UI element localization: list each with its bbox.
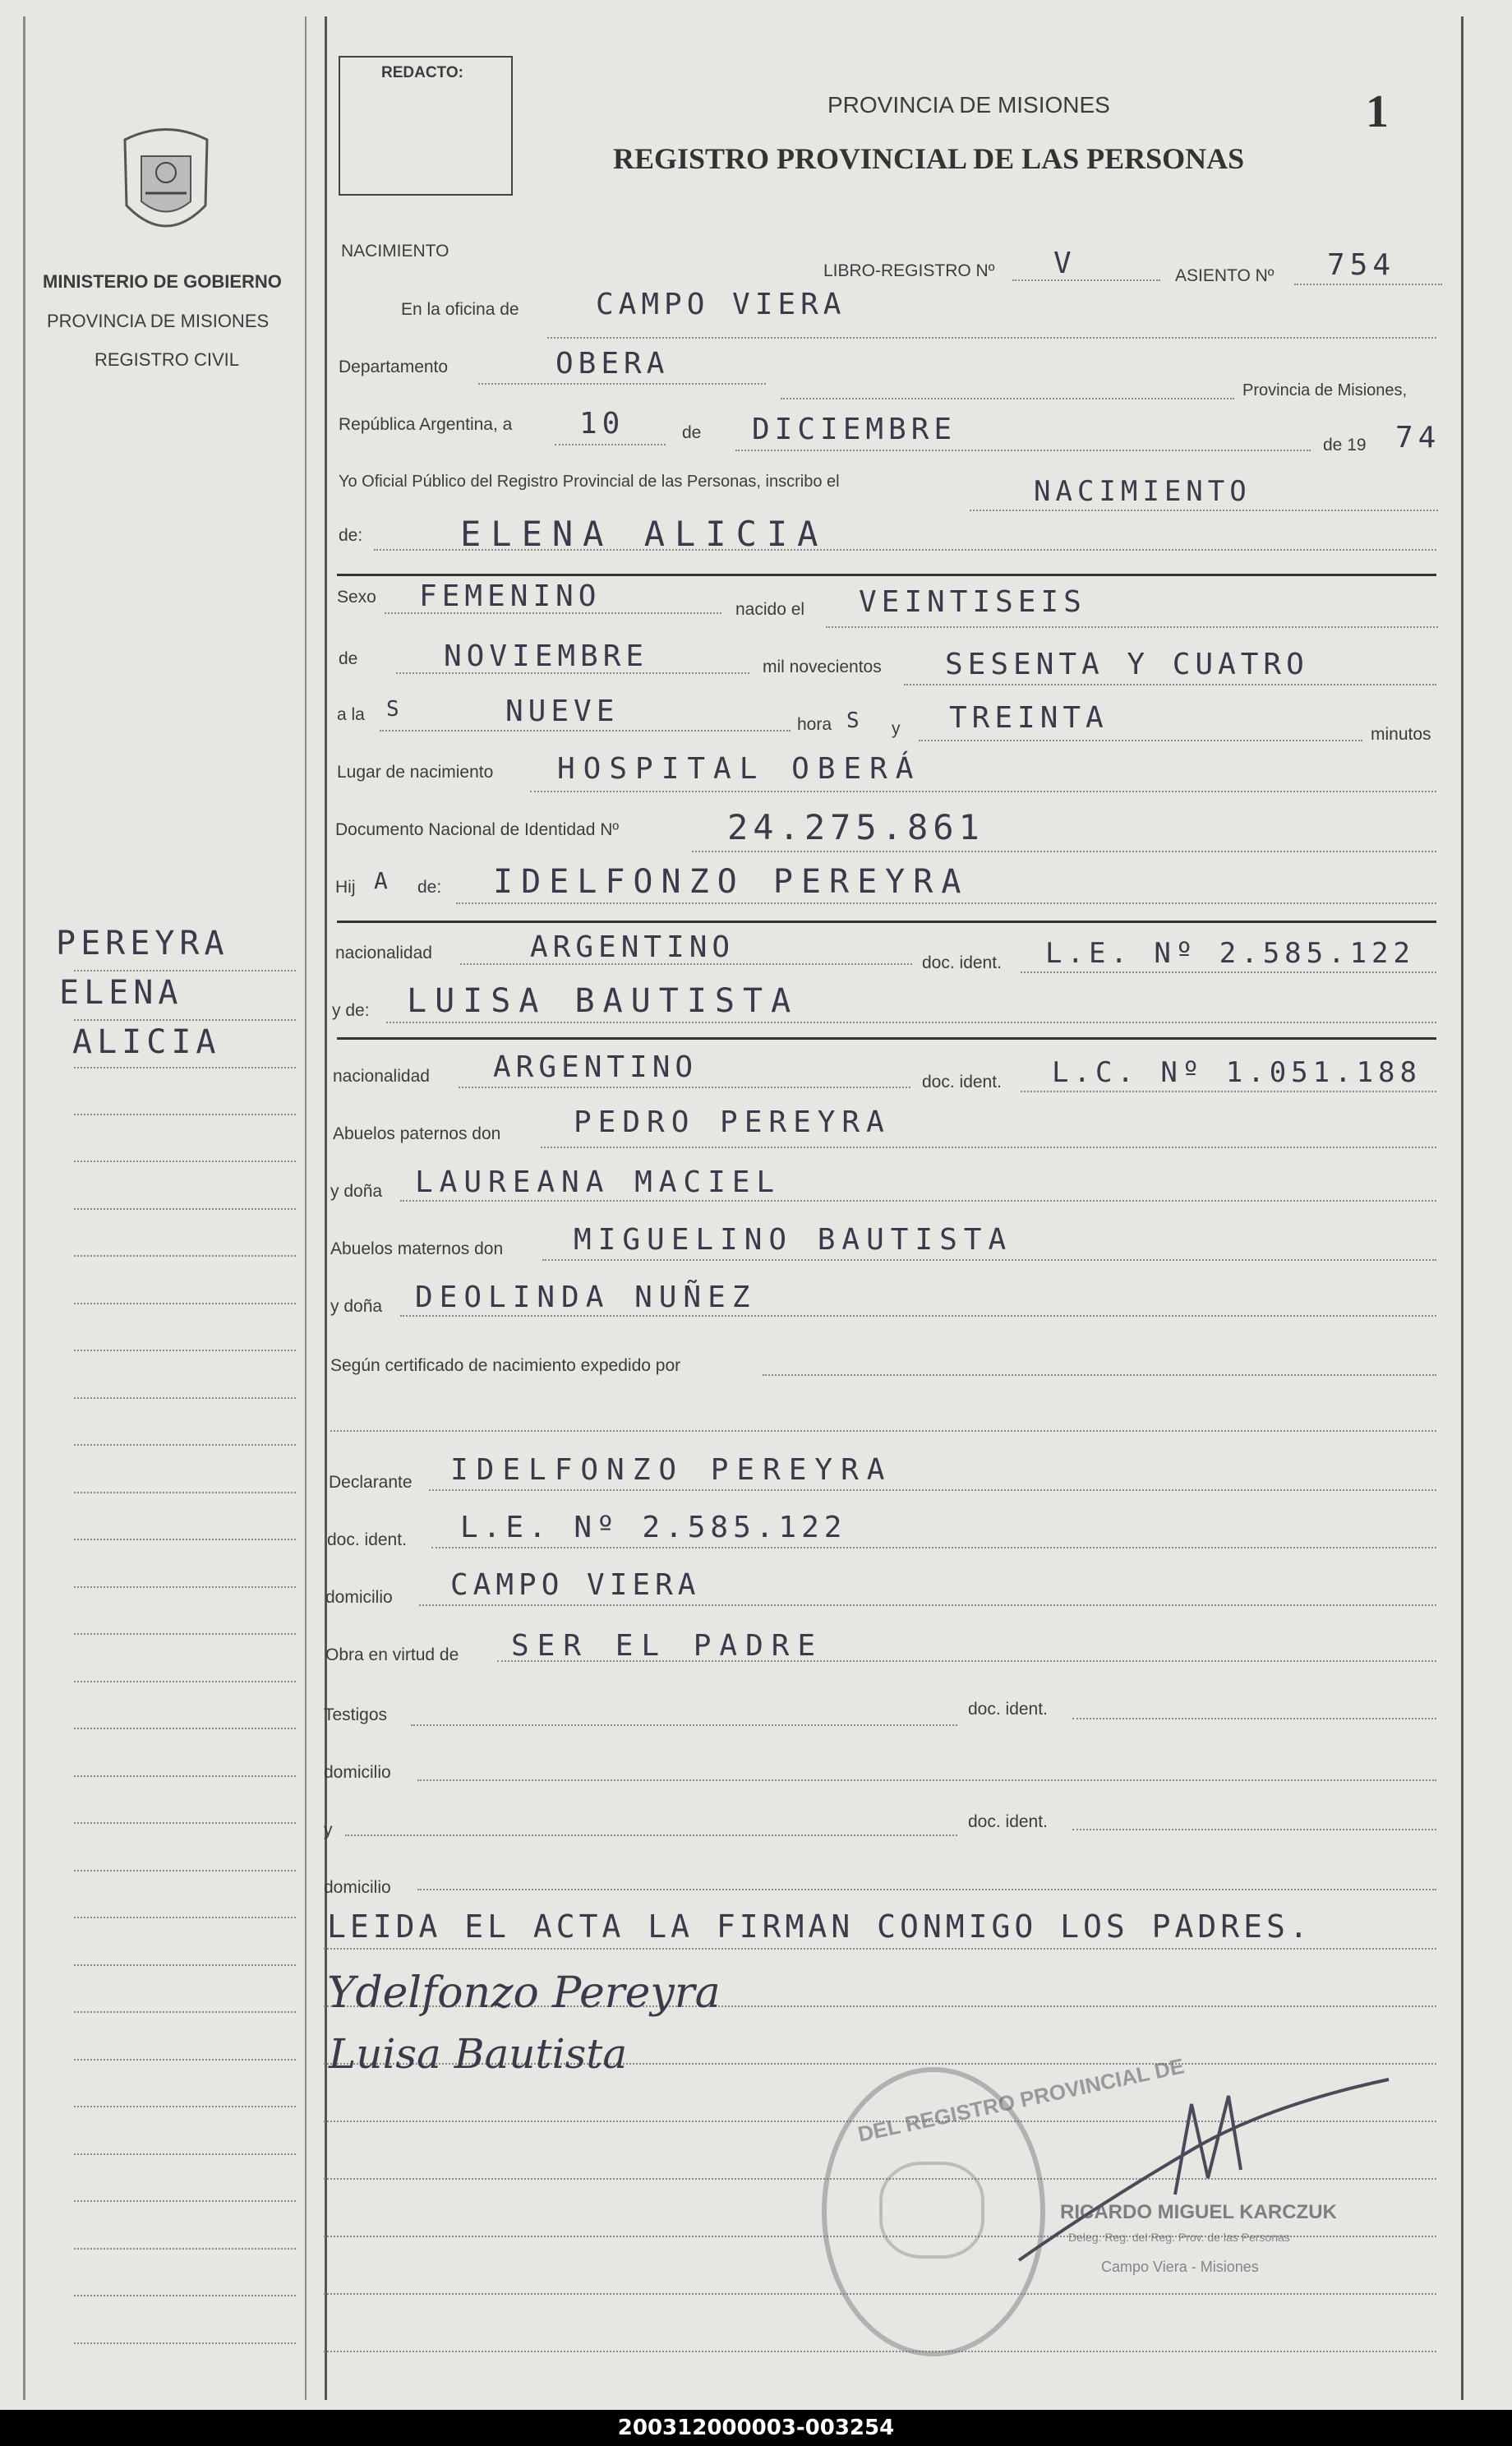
certificado-label: Según certificado de nacimiento expedido por [330, 1356, 681, 1375]
doc-madre-value: L.C. Nº 1.051.188 [1052, 1056, 1422, 1089]
margin-line [74, 1019, 296, 1021]
dotted-line [330, 1430, 1436, 1432]
hora-suffix: S [846, 708, 864, 733]
seal-ring-text: DEL REGISTRO PROVINCIAL DE [855, 2053, 1187, 2147]
margin-line [74, 2011, 296, 2013]
margin-name-1: ELENA [59, 974, 183, 1012]
document-id-footer: 200312000003-003254 [0, 2410, 1512, 2446]
sexo-label: Sexo [337, 588, 376, 607]
dotted-line [380, 730, 791, 731]
seal-emblem [879, 2162, 984, 2259]
redacto-box [339, 56, 513, 196]
dotted-line [1021, 971, 1436, 973]
ala-suffix: S [386, 697, 404, 722]
dotted-line [459, 1087, 910, 1088]
y2-label: y [324, 1821, 333, 1839]
madre-value: LUISA BAUTISTA [407, 982, 800, 1020]
province-label: PROVINCIA DE MISIONES [47, 311, 270, 331]
domicilio-label: domicilio [325, 1588, 393, 1607]
dotted-line [417, 1779, 1436, 1781]
dotted-line [763, 1374, 1436, 1376]
dotted-line [460, 963, 912, 965]
libro-value: V [1053, 247, 1076, 280]
obra-value: SER EL PADRE [511, 1629, 824, 1663]
firma-padre: Ydelfonzo Pereyra [327, 1968, 721, 2018]
dotted-line [1072, 1829, 1436, 1830]
lugar-label: Lugar de nacimiento [337, 763, 494, 782]
dni-label: Documento Nacional de Identidad Nº [335, 820, 620, 839]
margin-line [74, 1067, 296, 1068]
oficina-value: CAMPO VIERA [596, 288, 846, 321]
dotted-line [374, 549, 1436, 551]
margin-line [74, 1822, 296, 1824]
y-label: y [892, 719, 901, 738]
doc-padre-label: doc. ident. [922, 953, 1002, 972]
ministry-label: MINISTERIO DE GOBIERNO [43, 271, 282, 292]
de19-label: de 19 [1323, 436, 1367, 455]
nombre-value: ELENA ALICIA [460, 514, 828, 554]
abuelo-mat-value: MIGUELINO BAUTISTA [574, 1223, 1013, 1257]
testigos-label: Testigos [324, 1705, 388, 1724]
margin-line [74, 2342, 296, 2344]
provincia-suffix: Provincia de Misiones, [1242, 381, 1408, 399]
registry-title: REGISTRO PROVINCIAL DE LAS PERSONAS [613, 142, 1245, 175]
margin-line [74, 2153, 296, 2155]
doc-testigo1-label: doc. ident. [968, 1700, 1048, 1719]
coat-of-arms-icon [108, 123, 224, 247]
day-value: 10 [579, 407, 625, 441]
official-signature [1003, 2071, 1397, 2285]
dotted-line [478, 383, 766, 385]
doc-testigo2-label: doc. ident. [968, 1812, 1048, 1831]
dotted-line [345, 1834, 957, 1836]
margin-line [74, 1633, 296, 1635]
dotted-line [904, 684, 1436, 685]
margin-line [74, 1303, 296, 1304]
margin-line [74, 1255, 296, 1257]
yo-oficial-label: Yo Oficial Público del Registro Provincial de las Personas, inscribo el [339, 473, 840, 491]
minutos-value: TREINTA [949, 701, 1109, 735]
margin-line [74, 2295, 296, 2296]
dotted-line [781, 398, 1234, 399]
province-title: PROVINCIA DE MISIONES [827, 92, 1110, 118]
minutos-label: minutos [1371, 725, 1431, 744]
ala-label: a la [337, 705, 365, 724]
mes-nac-value: NOVIEMBRE [444, 639, 649, 673]
margin-name-2: ALICIA [72, 1023, 221, 1061]
margin-line [74, 1917, 296, 1918]
nac-madre-label: nacionalidad [333, 1067, 430, 1086]
margin-line [74, 1775, 296, 1777]
nac-padre-label: nacionalidad [335, 944, 432, 962]
margin-line [74, 1208, 296, 1210]
departamento-label: Departamento [339, 358, 449, 376]
declarante-value: IDELFONZO PEREYRA [450, 1453, 893, 1487]
mil-label: mil novecientos [763, 658, 882, 676]
nacido-value: VEINTISEIS [859, 585, 1086, 619]
dotted-line [324, 1948, 1436, 1950]
declarante-label: Declarante [329, 1473, 413, 1492]
doc-madre-label: doc. ident. [922, 1073, 1002, 1091]
margin-line [74, 1870, 296, 1871]
sexo-value: FEMENINO [419, 579, 602, 613]
margin-line [74, 2106, 296, 2107]
margin-line [74, 1539, 296, 1540]
de2-label: de [339, 649, 358, 668]
margin-line [74, 1728, 296, 1729]
dotted-line [400, 1315, 1436, 1317]
section-divider [337, 921, 1436, 923]
dotted-line [385, 612, 721, 614]
lugar-value: HOSPITAL OBERÁ [557, 752, 922, 786]
margin-line [74, 1586, 296, 1588]
nac-padre-value: ARGENTINO [530, 930, 735, 964]
dotted-line [419, 1604, 1436, 1606]
doc-decl-value: L.E. Nº 2.585.122 [460, 1511, 847, 1544]
dotted-line [411, 1724, 957, 1726]
margin-line [74, 2059, 296, 2061]
nacido-label: nacido el [735, 600, 805, 619]
abuelos-pat-label: Abuelos paternos don [333, 1124, 501, 1143]
official-place: Campo Viera - Misiones [1101, 2259, 1259, 2275]
dotted-line [692, 851, 1436, 852]
nacimiento-label: NACIMIENTO [341, 242, 449, 261]
margin-line [74, 1492, 296, 1493]
margin-surname: PEREYRA [56, 925, 229, 962]
dotted-line [970, 510, 1438, 511]
abuela-mat-value: DEOLINDA NUÑEZ [415, 1281, 757, 1314]
margin-line [74, 970, 296, 971]
de-label: de [682, 423, 702, 442]
anio-nac-value: SESENTA Y CUATRO [945, 648, 1309, 681]
margin-line [74, 1114, 296, 1115]
domicilio-value: CAMPO VIERA [450, 1568, 701, 1602]
hora-label: hora [797, 715, 832, 734]
margin-line [74, 2200, 296, 2202]
doc-padre-value: L.E. Nº 2.585.122 [1045, 937, 1415, 970]
margin-line [74, 1444, 296, 1446]
abuelos-mat-label: Abuelos maternos don [330, 1239, 504, 1258]
dotted-line [919, 740, 1362, 741]
section-divider [337, 1037, 1436, 1040]
margin-line [74, 1397, 296, 1399]
de3-label: de: [417, 878, 442, 897]
dotted-line [429, 1489, 1436, 1491]
hij-label: Hij [335, 878, 356, 897]
departamento-value: OBERA [555, 347, 670, 381]
dotted-line [417, 1889, 1436, 1890]
margin-line [74, 1964, 296, 1966]
page-number: 1 [1366, 86, 1389, 137]
margin-line [74, 2248, 296, 2250]
dotted-line [324, 2351, 1436, 2352]
oficina-label: En la oficina de [401, 300, 519, 319]
firma-madre: Luisa Bautista [329, 2030, 628, 2078]
margin-line [74, 1161, 296, 1162]
ydona-mat-label: y doña [330, 1297, 383, 1316]
domicilio-testigo1-label: domicilio [324, 1763, 391, 1782]
month-value: DICIEMBRE [752, 413, 957, 446]
dotted-line [497, 1660, 1436, 1662]
dotted-line [530, 791, 1436, 792]
dotted-line [1012, 279, 1160, 281]
dotted-line [400, 1200, 1436, 1202]
margin-line [74, 1350, 296, 1351]
abuela-pat-value: LAUREANA MACIEL [415, 1165, 781, 1199]
dotted-line [542, 1259, 1436, 1261]
dotted-line [541, 1147, 1436, 1148]
official-title: Deleg. Reg. del Reg. Prov. de las Personas [1068, 2231, 1290, 2244]
official-name: RICARDO MIGUEL KARCZUK [1060, 2201, 1337, 2223]
margin-line [74, 1681, 296, 1682]
padre-value: IDELFONZO PEREYRA [493, 863, 970, 901]
hora-value: NUEVE [505, 695, 620, 728]
de-colon-label: de: [339, 526, 363, 545]
abuelo-pat-value: PEDRO PEREYRA [574, 1105, 891, 1139]
dotted-line [826, 626, 1438, 628]
republica-label: República Argentina, a [339, 415, 513, 434]
dotted-line [1294, 284, 1442, 285]
hij-suffix: A [374, 867, 393, 894]
nota-text: LEIDA EL ACTA LA FIRMAN CONMIGO LOS PADRES. [327, 1908, 1312, 1945]
asiento-label: ASIENTO Nº [1175, 266, 1275, 285]
yde-label: y de: [332, 1001, 370, 1020]
ydona-pat-label: y doña [330, 1182, 383, 1201]
dotted-line [555, 444, 666, 445]
obra-label: Obra en virtud de [325, 1645, 459, 1664]
dotted-line [1021, 1091, 1436, 1092]
year-value: 74 [1395, 421, 1441, 455]
nac-madre-value: ARGENTINO [493, 1050, 698, 1084]
dotted-line [396, 672, 749, 674]
inscribo-value: NACIMIENTO [1034, 475, 1252, 508]
libro-label: LIBRO-REGISTRO Nº [823, 261, 995, 280]
redacto-label: REDACTO: [381, 64, 463, 81]
dotted-line [735, 450, 1311, 451]
asiento-value: 754 [1327, 248, 1396, 282]
dni-value: 24.275.861 [727, 807, 984, 847]
dotted-line [547, 337, 1436, 339]
dotted-line [456, 902, 1436, 904]
dotted-line [431, 1547, 1436, 1548]
dotted-line [386, 1022, 1436, 1023]
domicilio-testigo2-label: domicilio [324, 1878, 391, 1897]
section-divider [337, 574, 1436, 576]
dotted-line [1072, 1718, 1436, 1719]
civil-registry-label: REGISTRO CIVIL [94, 349, 240, 370]
doc-decl-label: doc. ident. [327, 1530, 407, 1549]
